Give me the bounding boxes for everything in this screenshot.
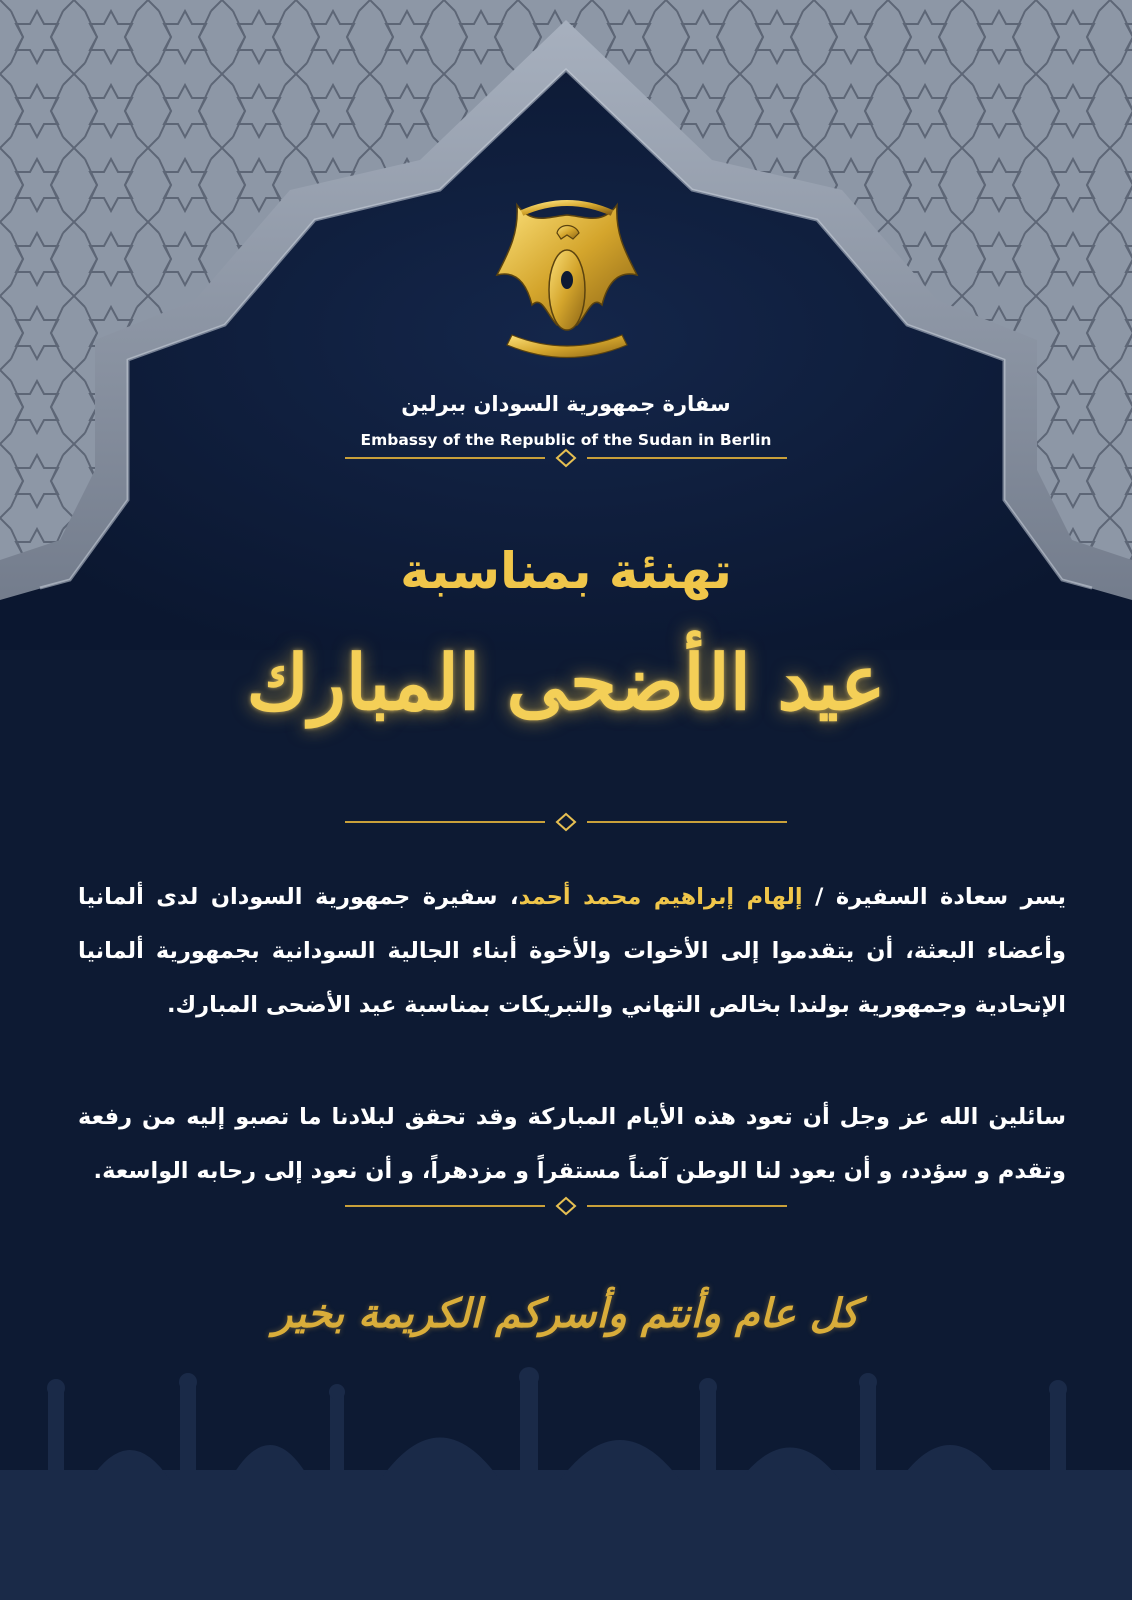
- paragraph-1-body: ، سفيرة جمهورية السودان لدى ألمانيا وأعضاء البعثة، أن يتقدموا إلى الأخوات والأخوة أبناء الجالية السودانية بجمهورية ألمانيا الإتحادية وجمهورية بولندا بخالص التهاني والتبريكات بمناسبة عيد الأضحى المبارك.: [78, 884, 1066, 1018]
- diamond-ornament-icon: [345, 1196, 787, 1216]
- eid-calligraphy-title: عيد الأضحى المبارك: [246, 638, 886, 727]
- ambassador-name: إلهام إبراهيم محمد أحمد: [518, 884, 803, 910]
- greeting-paragraph-1: [78, 870, 1066, 1032]
- congrats-heading: تهنئة بمناسبة: [400, 542, 732, 600]
- embassy-name-arabic: سفارة جمهورية السودان ببرلين: [401, 392, 731, 416]
- embassy-name-english: Embassy of the Republic of the Sudan in Berlin: [360, 431, 772, 449]
- diamond-ornament-icon: [345, 812, 787, 832]
- diamond-ornament-icon: [345, 448, 787, 468]
- paragraph-1-intro: يسر سعادة السفيرة /: [802, 884, 1066, 910]
- greeting-paragraph-2: سائلين الله عز وجل أن تعود هذه الأيام المباركة وقد تحقق لبلادنا ما تصبو إليه من رفعة وتقدم و سؤدد، و أن يعود لنا الوطن آمناً مستقراً و مزدهراً، و أن نعود إلى رحابه الواسعة.: [78, 1104, 1066, 1184]
- closing-calligraphy: كل عام وأنتم وأسركم الكريمة بخير: [273, 1290, 859, 1337]
- sudan-coat-of-arms-icon: [487, 195, 647, 375]
